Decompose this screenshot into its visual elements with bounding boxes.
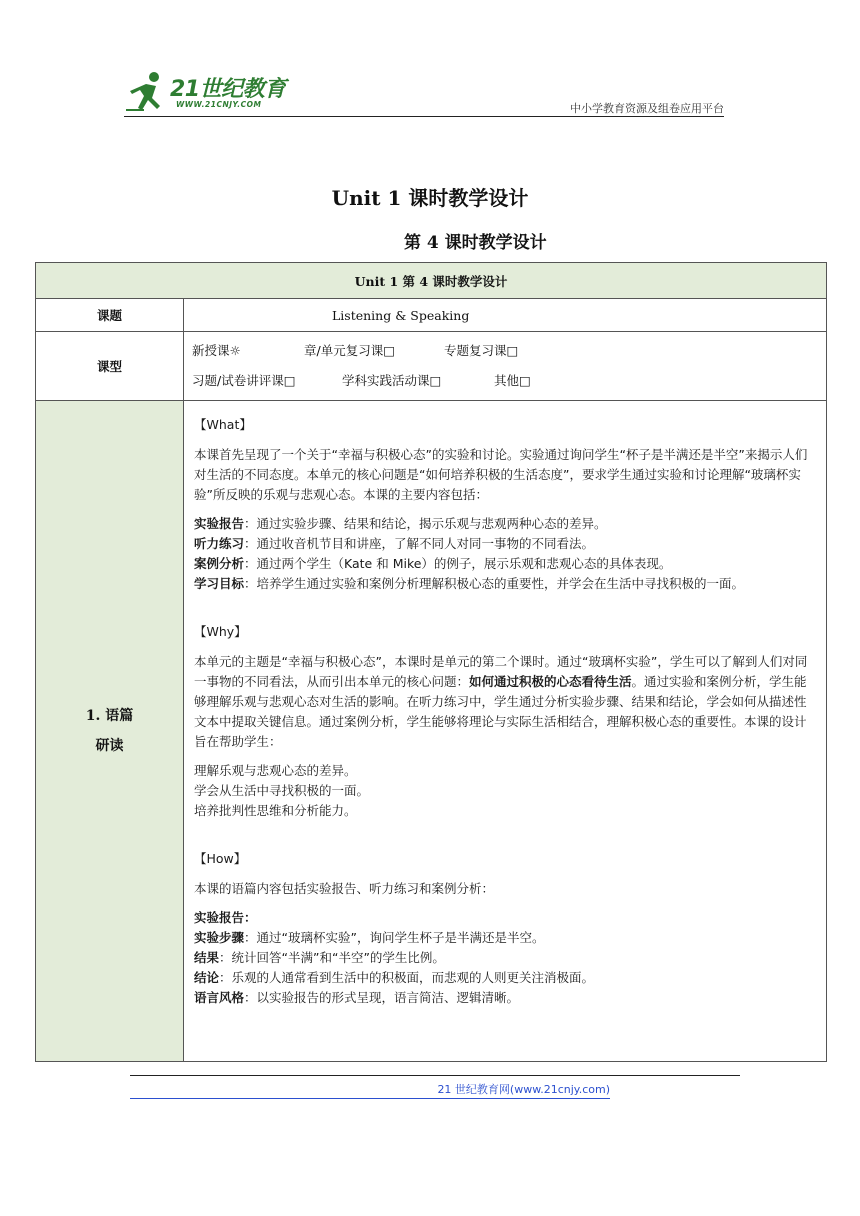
list-item: 学会从生活中寻找积极的一面。 (194, 783, 370, 798)
logo-text: 21世纪教育 (170, 77, 286, 102)
list-item: 实验报告：通过实验步骤、结果和结论，揭示乐观与悲观两种心态的差异。 (194, 516, 607, 531)
topic-label: 课题 (36, 299, 184, 332)
list-item: 案例分析：通过两个学生（Kate 和 Mike）的例子，展示乐观和悲观心态的具体表现。 (194, 556, 672, 571)
header-rule (124, 116, 724, 117)
page-header (124, 66, 724, 118)
table-header: Unit 1 第 4 课时教学设计 (36, 263, 827, 299)
type-option[interactable]: 学科实践活动课□ (342, 373, 442, 388)
runner-icon (124, 70, 170, 116)
list-item: 听力练习：通过收音机节目和讲座，了解不同人对同一事物的不同看法。 (194, 536, 595, 551)
lesson-table (35, 262, 827, 1062)
list-item: 学习目标：培养学生通过实验和案例分析理解积极心态的重要性，并学会在生活中寻找积极的一面。 (194, 576, 745, 591)
table-header-row (36, 263, 827, 299)
why-paragraph: 本单元的主题是“幸福与积极心态”，本课时是单元的第二个课时。通过“玻璃杯实验”，学生可以了解到人们对同一事物的不同看法，从而引出本单元的核心问题：如何通过积极的心态看待生活。通过实验和案例分析，学生能够理解乐观与悲观心态对生活的影响。在听力练习中，学生通过分析实验步骤、结果和结论，学会如何从描述性文本中提取关键信息。通过案例分析，学生能够将理论与实际生活相结合，理解积极心态的重要性。本课的设计旨在帮助学生： (194, 654, 808, 749)
how-paragraph: 本课的语篇内容包括实验报告、听力练习和案例分析： (194, 881, 495, 896)
section-label-line-1: 1. 语篇 (85, 708, 134, 724)
list-item: 培养批判性思维和分析能力。 (194, 803, 357, 818)
type-options (184, 332, 827, 401)
type-option[interactable]: 专题复习课□ (444, 343, 519, 358)
logo-url: WWW.21CNJY.COM (176, 100, 262, 109)
section-label-line-2: 研读 (95, 738, 124, 754)
section-label (36, 401, 184, 1062)
what-heading: 【What】 (194, 417, 252, 432)
platform-name: 中小学教育资源及组卷应用平台 (570, 102, 724, 115)
why-heading: 【Why】 (194, 624, 247, 639)
type-option[interactable]: 新授课☼ (192, 343, 241, 358)
footer-rule (130, 1075, 740, 1076)
type-option[interactable]: 章/单元复习课□ (304, 343, 396, 358)
footer-link[interactable]: 21 世纪教育网(www.21cnjy.com) (130, 1081, 610, 1099)
page-subtitle: 第 4 课时教学设计 (404, 233, 547, 253)
list-item: 语言风格：以实验报告的形式呈现，语言简洁、逻辑清晰。 (194, 990, 520, 1005)
topic-row (36, 299, 827, 332)
type-option[interactable]: 其他□ (494, 373, 531, 388)
list-item: 结果：统计回答“半满”和“半空”的学生比例。 (194, 950, 445, 965)
topic-value: Listening & Speaking (184, 299, 827, 332)
list-item: 结论：乐观的人通常看到生活中的积极面，而悲观的人则更关注消极面。 (194, 970, 595, 985)
type-label: 课型 (36, 332, 184, 401)
page-title: Unit 1 课时教学设计 (331, 186, 529, 210)
type-row (36, 332, 827, 401)
content-cell (184, 401, 827, 1062)
text-analysis-row (36, 401, 827, 1062)
what-paragraph: 本课首先呈现了一个关于“幸福与积极心态”的实验和讨论。实验通过询问学生“杯子是半满还是半空”来揭示人们对生活的不同态度。本单元的核心问题是“如何培养积极的生活态度”，要求学生通过实验和讨论理解“玻璃杯实验”所反映的乐观与悲观心态。本课的主要内容包括： (194, 447, 808, 502)
how-heading: 【How】 (194, 851, 247, 866)
list-item: 理解乐观与悲观心态的差异。 (194, 763, 357, 778)
type-option[interactable]: 习题/试卷讲评课□ (192, 373, 296, 388)
how-subheading: 实验报告： (194, 910, 257, 925)
list-item: 实验步骤：通过“玻璃杯实验”，询问学生杯子是半满还是半空。 (194, 930, 545, 945)
type-line-2 (184, 366, 826, 396)
type-line-1 (184, 336, 826, 366)
analysis-content (184, 401, 826, 1061)
logo (124, 70, 294, 116)
